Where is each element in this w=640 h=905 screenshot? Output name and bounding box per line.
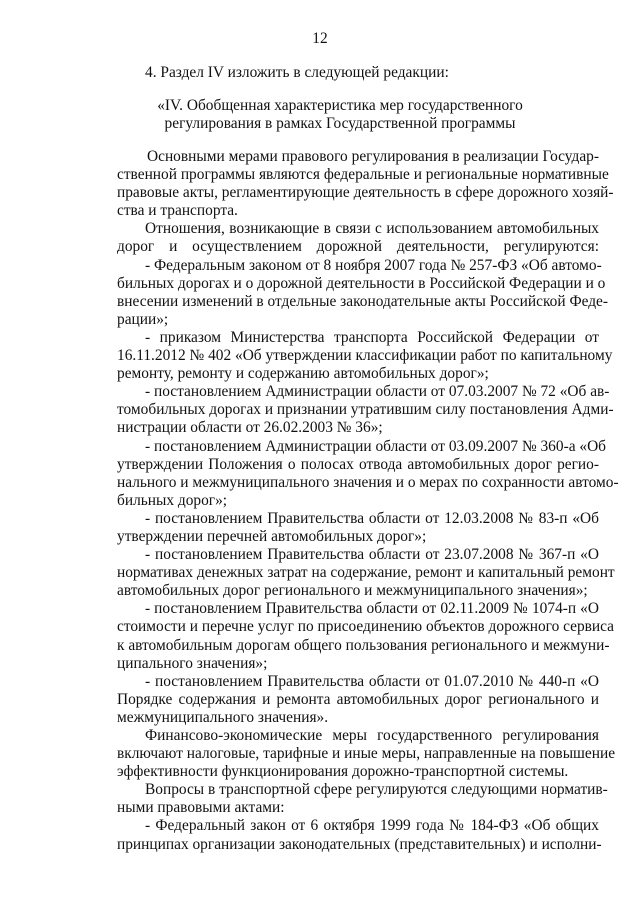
text-line: - постановлением Правительства области от 02.11.2009 № 1074-п «О: [145, 600, 599, 618]
text-line: бильных дорог»;: [117, 491, 228, 509]
text-line: ремонту, ремонту и содержанию автомобильных дорог»;: [117, 365, 489, 383]
amendment-intro: 4. Раздел IV изложить в следующей редакции:: [145, 64, 449, 81]
body-text: [117, 148, 619, 854]
text-line: нормативах денежных затрат на содержание, ремонт и капитальный ремонт: [117, 564, 615, 582]
text-line: правовые акты, регламентирующие деятельность в сфере дорожного хозяй-: [117, 184, 614, 202]
text-line: утверждении перечней автомобильных дорог»;: [117, 527, 427, 545]
text-line: рации»;: [117, 310, 169, 328]
text-line: ципального значения»;: [117, 654, 268, 672]
text-line: ства и транспорта.: [117, 202, 238, 220]
text-line: - постановлением Правительства области от 23.07.2008 № 367-п «О: [145, 546, 599, 564]
page-number: 12: [312, 30, 328, 47]
text-line: Финансово-экономические меры государственного регулирования: [145, 727, 599, 744]
text-line: дорог и осуществлением дорожной деятельности, регулируются:: [117, 238, 599, 256]
text-line: к автомобильным дорогам общего пользования регионального и межмуни-: [117, 636, 610, 654]
text-line: Отношения, возникающие в связи с использованием автомобильных: [145, 220, 599, 238]
text-line: нистрации области от 26.02.2003 № 36»;: [117, 419, 383, 437]
text-line: внесении изменений в отдельные законодательные акты Российской Феде-: [117, 292, 609, 310]
text-line: Основными мерами правового регулирования в реализации Государ-: [147, 148, 599, 165]
text-line: - Федеральный закон от 6 октября 1999 года № 184-ФЗ «Об общих: [145, 817, 599, 835]
text-line: томобильных дорогах и признании утратившим силу постановления Адми-: [117, 401, 614, 419]
heading-line: регулирования в рамках Государственной программы: [164, 115, 516, 133]
text-line: автомобильных дорог регионального и межмуниципального значения»;: [117, 582, 588, 600]
text-line: утверждении Положения о полосах отвода автомобильных дорог регио-: [117, 455, 599, 473]
text-line: ными правовыми актами:: [117, 799, 285, 817]
text-line: - Федеральным законом от 8 ноября 2007 года № 257-ФЗ «Об автомо-: [145, 256, 602, 274]
text-line: бильных дорогах и о дорожной деятельности в Российской Федерации и о: [117, 274, 606, 292]
text-line: - постановлением Администрации области от 03.09.2007 № 360-а «Об: [145, 437, 607, 455]
text-line: - постановлением Администрации области от 07.03.2007 № 72 «Об ав-: [145, 383, 610, 401]
text-line: - постановлением Правительства области от 12.03.2008 № 83-п «Об: [145, 509, 599, 527]
text-line: - постановлением Правительства области от 01.07.2010 № 440-п «О: [145, 672, 599, 690]
text-line: принципах организации законодательных (представительных) и исполни-: [117, 835, 602, 853]
text-line: 16.11.2012 № 402 «Об утверждении классификации работ по капитальному: [117, 347, 613, 365]
text-line: - приказом Министерства транспорта Российской Федерации от: [145, 328, 599, 346]
text-line: нального и межмуниципального значения и о мерах по сохранности автомо-: [117, 473, 619, 491]
text-line: ственной программы являются федеральные и региональные нормативные: [117, 166, 609, 184]
section-heading: [100, 97, 580, 133]
text-line: Порядке содержания и ремонта автомобильных дорог регионального и: [117, 690, 599, 708]
text-line: Вопросы в транспортной сфере регулируются следующими норматив-: [145, 781, 608, 799]
text-line: межмуниципального значения».: [117, 708, 329, 726]
text-line: эффективности функционирования дорожно-транспортной системы.: [117, 763, 569, 781]
heading-line: «IV. Обобщенная характеристика мер государственного: [157, 97, 523, 114]
text-line: включают налоговые, тарифные и иные меры, направленные на повышение: [117, 745, 616, 763]
text-line: стоимости и перечне услуг по присоединению объектов дорожного сервиса: [117, 618, 615, 636]
